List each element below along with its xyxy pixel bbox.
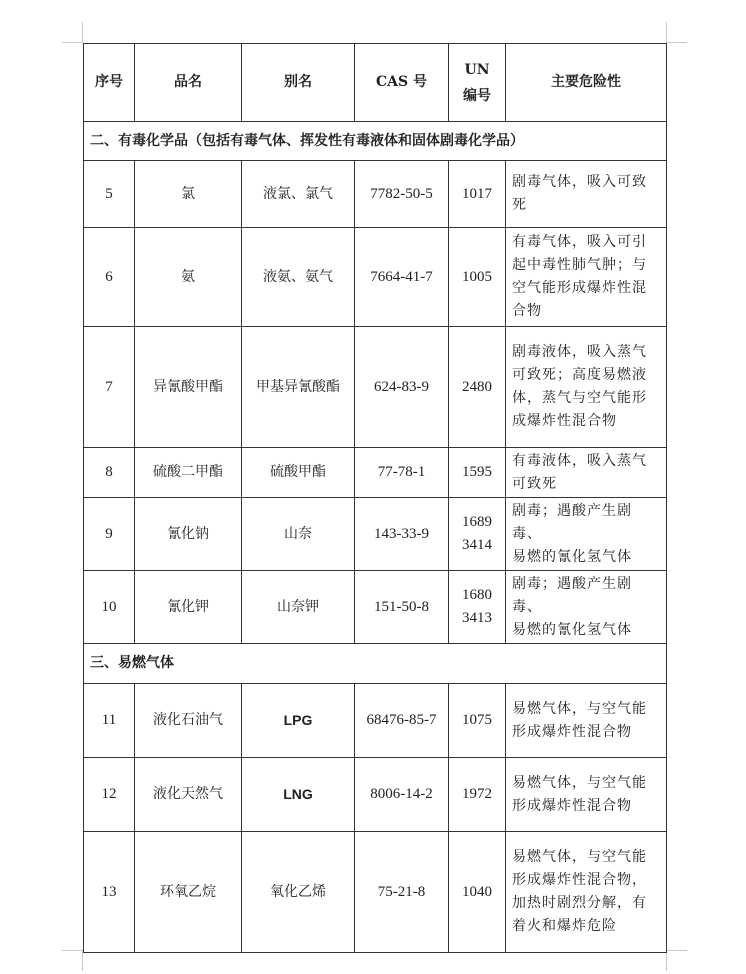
un-line: 3414 [462, 537, 492, 553]
un-line: 1075 [462, 712, 492, 728]
cell-name: 液化天然气 [135, 758, 242, 832]
header-index: 序号 [84, 44, 135, 122]
cell-hazard [506, 832, 667, 953]
hazard-line: 可致死；高度易燃液 [512, 367, 647, 383]
cell-alias: LNG [242, 758, 355, 832]
cell-alias: 氧化乙烯 [242, 832, 355, 953]
cell-un [449, 161, 506, 228]
cell-un [449, 684, 506, 758]
hazard-line: 剧毒气体，吸入可致 [512, 174, 647, 190]
hazard-line: 剧毒液体，吸入蒸气 [512, 344, 647, 360]
table-row [84, 228, 667, 327]
cell-cas: 8006-14-2 [355, 758, 449, 832]
hazard-line: 成爆炸性混合物 [512, 413, 617, 429]
un-line: 1680 [462, 587, 492, 603]
table-row [84, 161, 667, 228]
hazard-line: 剧毒；遇酸产生剧毒、 [512, 502, 632, 542]
table-row [84, 758, 667, 832]
cell-un [449, 832, 506, 953]
hazard-line: 易燃的氰化氢气体 [512, 621, 632, 638]
header-un-line1: UN [464, 61, 490, 78]
hazard-line: 着火和爆炸危险 [512, 918, 617, 934]
section-title: 二、有毒化学品（包括有毒气体、挥发性有毒液体和固体剧毒化学品） [84, 122, 667, 161]
header-un [449, 44, 506, 122]
cell-index: 6 [84, 228, 135, 327]
cell-cas: 75-21-8 [355, 832, 449, 953]
cell-name: 氰化钾 [135, 571, 242, 644]
hazard-line: 可致死 [512, 475, 557, 492]
crop-mark-bottom-left [62, 950, 83, 971]
hazard-line: 易燃气体，与空气能 [512, 700, 647, 717]
cell-cas: 68476-85-7 [355, 684, 449, 758]
hazard-line: 起中毒性肺气肿；与 [512, 257, 647, 273]
cell-index: 8 [84, 448, 135, 498]
header-alias: 别名 [242, 44, 355, 122]
cell-name: 硫酸二甲酯 [135, 448, 242, 498]
cell-alias: 山奈钾 [242, 571, 355, 644]
cell-index: 9 [84, 498, 135, 571]
un-line: 1689 [462, 514, 492, 530]
hazard-line: 形成爆炸性混合物， [512, 872, 647, 888]
cell-hazard [506, 571, 667, 644]
table-row [84, 571, 667, 644]
un-line: 1595 [462, 464, 492, 480]
un-line: 1040 [462, 883, 492, 900]
un-line: 1017 [462, 185, 492, 202]
cell-name: 液化石油气 [135, 684, 242, 758]
hazard-line: 有毒气体，吸入可引 [512, 234, 647, 250]
cell-un [449, 758, 506, 832]
table-row [84, 832, 667, 953]
un-line: 2480 [462, 378, 492, 395]
un-line: 1972 [462, 786, 492, 802]
cell-alias: 硫酸甲酯 [242, 448, 355, 498]
cell-hazard [506, 327, 667, 448]
cell-index: 7 [84, 327, 135, 448]
cell-un [449, 448, 506, 498]
table-header-row [84, 44, 667, 122]
cell-un [449, 498, 506, 571]
cell-hazard [506, 758, 667, 832]
header-hazard: 主要危险性 [506, 44, 667, 122]
cell-index: 5 [84, 161, 135, 228]
cell-alias: 液氯、氯气 [242, 161, 355, 228]
cell-cas: 7782-50-5 [355, 161, 449, 228]
cell-name: 环氧乙烷 [135, 832, 242, 953]
hazard-line: 合物 [512, 303, 542, 319]
hazard-line: 形成爆炸性混合物 [512, 797, 632, 814]
cell-alias: 甲基异氰酸酯 [242, 327, 355, 448]
table-row [84, 448, 667, 498]
hazard-line: 易燃的氰化氢气体 [512, 548, 632, 565]
cell-hazard [506, 161, 667, 228]
header-name: 品名 [135, 44, 242, 122]
section-row [84, 644, 667, 684]
crop-mark-top-left [62, 22, 83, 43]
hazard-line: 形成爆炸性混合物 [512, 723, 632, 740]
cell-alias: 山奈 [242, 498, 355, 571]
hazardous-chemicals-table [83, 43, 667, 953]
hazard-line: 加热时剧烈分解，有 [512, 895, 647, 911]
cell-cas: 7664-41-7 [355, 228, 449, 327]
cell-index: 12 [84, 758, 135, 832]
cell-name: 异氰酸甲酯 [135, 327, 242, 448]
cell-name: 氨 [135, 228, 242, 327]
un-line: 1005 [462, 268, 492, 285]
cell-cas: 151-50-8 [355, 571, 449, 644]
crop-mark-top-right [666, 22, 687, 43]
cell-name: 氰化钠 [135, 498, 242, 571]
hazard-line: 剧毒；遇酸产生剧毒、 [512, 575, 632, 615]
header-un-line2: 编号 [463, 87, 491, 104]
cell-name: 氯 [135, 161, 242, 228]
hazard-line: 易燃气体，与空气能 [512, 849, 647, 865]
section-title: 三、易燃气体 [84, 644, 667, 684]
table-row [84, 327, 667, 448]
cell-cas: 77-78-1 [355, 448, 449, 498]
cell-hazard [506, 498, 667, 571]
cell-un [449, 327, 506, 448]
cell-hazard [506, 448, 667, 498]
cell-index: 13 [84, 832, 135, 953]
cell-hazard [506, 228, 667, 327]
cell-cas: 624-83-9 [355, 327, 449, 448]
crop-mark-bottom-right [666, 950, 687, 971]
table-row [84, 498, 667, 571]
hazard-line: 死 [512, 197, 527, 213]
hazard-line: 空气能形成爆炸性混 [512, 280, 647, 296]
table-row [84, 684, 667, 758]
un-line: 3413 [462, 610, 492, 626]
section-row [84, 122, 667, 161]
cell-cas: 143-33-9 [355, 498, 449, 571]
hazard-line: 体，蒸气与空气能形 [512, 390, 647, 406]
hazard-line: 易燃气体，与空气能 [512, 774, 647, 791]
cell-un [449, 571, 506, 644]
cell-alias: 液氨、氨气 [242, 228, 355, 327]
cell-un [449, 228, 506, 327]
cell-hazard [506, 684, 667, 758]
hazard-line: 有毒液体，吸入蒸气 [512, 452, 647, 469]
cell-alias: LPG [242, 684, 355, 758]
header-cas: CAS 号 [355, 44, 449, 122]
cell-index: 10 [84, 571, 135, 644]
cell-index: 11 [84, 684, 135, 758]
